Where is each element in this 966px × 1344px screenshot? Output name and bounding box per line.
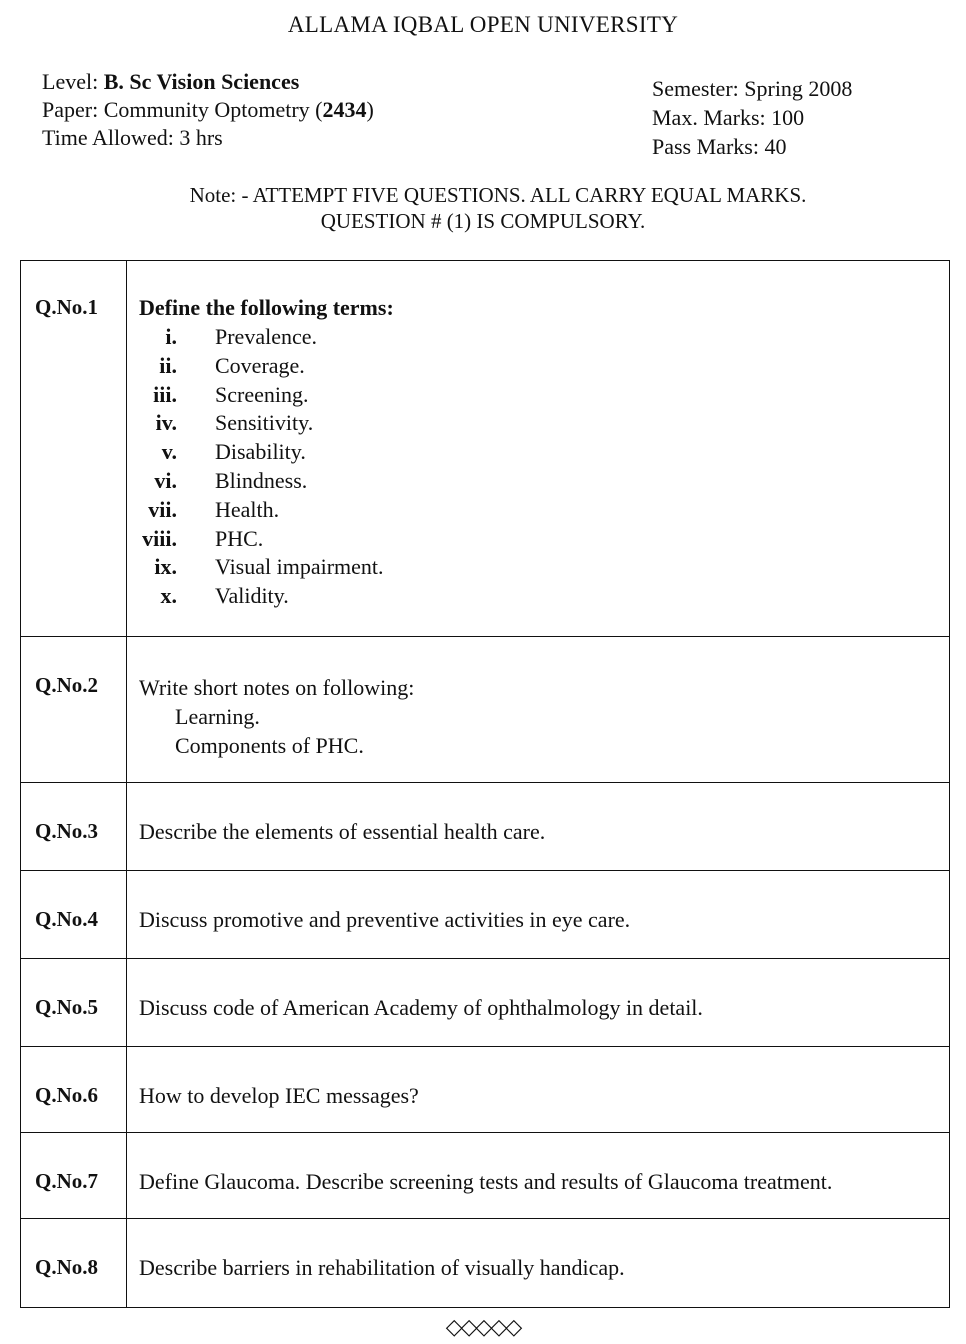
- term-item: [139, 496, 949, 525]
- question-prompt: Write short notes on following:: [139, 675, 415, 700]
- question-number: Q.No.6: [21, 1047, 127, 1132]
- exam-details-right: [652, 74, 852, 161]
- term-numeral: i.: [165, 324, 177, 349]
- question-number: Q.No.8: [21, 1219, 127, 1307]
- term-numeral: v.: [161, 439, 177, 465]
- time-allowed: Time Allowed: 3 hrs: [42, 125, 223, 150]
- term-numeral: vi.: [154, 467, 177, 493]
- term-item: [139, 323, 949, 352]
- question-heading: Define the following terms:: [139, 295, 394, 320]
- term-text: Prevalence.: [215, 324, 317, 349]
- term-text: Blindness.: [215, 467, 308, 493]
- term-numeral: ii.: [159, 352, 177, 378]
- question-text: Discuss code of American Academy of ophthalmology in detail.: [139, 995, 703, 1020]
- question-number: Q.No.5: [21, 959, 127, 1046]
- term-item: [139, 381, 949, 410]
- term-text: Validity.: [215, 583, 289, 609]
- paper-label: Paper: Community Optometry (: [42, 97, 323, 122]
- question-text: How to develop IEC messages?: [139, 1083, 419, 1108]
- question-number: Q.No.7: [21, 1133, 127, 1218]
- exam-details-left: [42, 68, 374, 152]
- term-text: Screening.: [215, 381, 309, 407]
- question-row: [21, 1047, 949, 1133]
- question-text: Describe the elements of essential health care.: [139, 819, 546, 844]
- question-text: Define Glaucoma. Describe screening tests and results of Glaucoma treatment.: [139, 1169, 833, 1194]
- question-row: [21, 783, 949, 871]
- sub-item: Components of PHC.: [175, 733, 364, 758]
- pass-marks: Pass Marks: 40: [652, 134, 787, 159]
- term-item: [139, 582, 949, 611]
- semester: Semester: Spring 2008: [652, 76, 853, 101]
- term-numeral: iv.: [155, 410, 177, 436]
- question-text: [127, 637, 949, 782]
- term-text: Disability.: [215, 439, 306, 465]
- question-text: Describe barriers in rehabilitation of visually handicap.: [139, 1255, 625, 1280]
- question-number: Q.No.4: [21, 871, 127, 958]
- question-text: [127, 261, 949, 636]
- term-text: PHC.: [215, 525, 264, 551]
- term-item: [139, 525, 949, 554]
- footer-ornament: ◇◇◇◇◇: [445, 1314, 521, 1339]
- term-numeral: x.: [160, 583, 177, 609]
- term-item: [139, 409, 949, 438]
- sub-item: Learning.: [175, 704, 260, 729]
- question-text: Discuss promotive and preventive activities in eye care.: [139, 907, 631, 932]
- question-row: [21, 637, 949, 783]
- term-item: [139, 467, 949, 496]
- term-text: Visual impairment.: [215, 554, 384, 580]
- paper-close: ): [366, 97, 374, 122]
- term-text: Coverage.: [215, 352, 305, 378]
- term-item: [139, 553, 949, 582]
- term-text: Health.: [215, 496, 280, 522]
- term-numeral: ix.: [154, 554, 177, 580]
- note-line-1: Note: - ATTEMPT FIVE QUESTIONS. ALL CARRY EQUAL MARKS.: [189, 183, 807, 207]
- max-marks: Max. Marks: 100: [652, 105, 805, 130]
- term-numeral: vii.: [148, 496, 177, 522]
- questions-table: [20, 260, 950, 1308]
- level-line: [42, 68, 374, 96]
- instructions-note: [0, 182, 966, 234]
- question-row: [21, 871, 949, 959]
- term-numeral: viii.: [142, 525, 177, 551]
- paper-line: [42, 96, 374, 124]
- university-title: ALLAMA IQBAL OPEN UNIVERSITY: [287, 12, 679, 37]
- term-item: [139, 438, 949, 467]
- term-item: [139, 352, 949, 381]
- question-row: [21, 1133, 949, 1219]
- note-line-2: QUESTION # (1) IS COMPULSORY.: [320, 209, 646, 233]
- question-number: Q.No.1: [21, 261, 127, 636]
- question-row: [21, 959, 949, 1047]
- question-row: [21, 261, 949, 637]
- level-label: Level:: [42, 69, 104, 94]
- question-number: Q.No.3: [21, 783, 127, 870]
- paper-code: 2434: [322, 97, 367, 122]
- terms-list: [139, 323, 949, 611]
- question-row: [21, 1219, 949, 1307]
- term-text: Sensitivity.: [215, 410, 314, 436]
- term-numeral: iii.: [153, 381, 177, 407]
- question-number: Q.No.2: [21, 637, 127, 782]
- level-value: B. Sc Vision Sciences: [103, 69, 300, 94]
